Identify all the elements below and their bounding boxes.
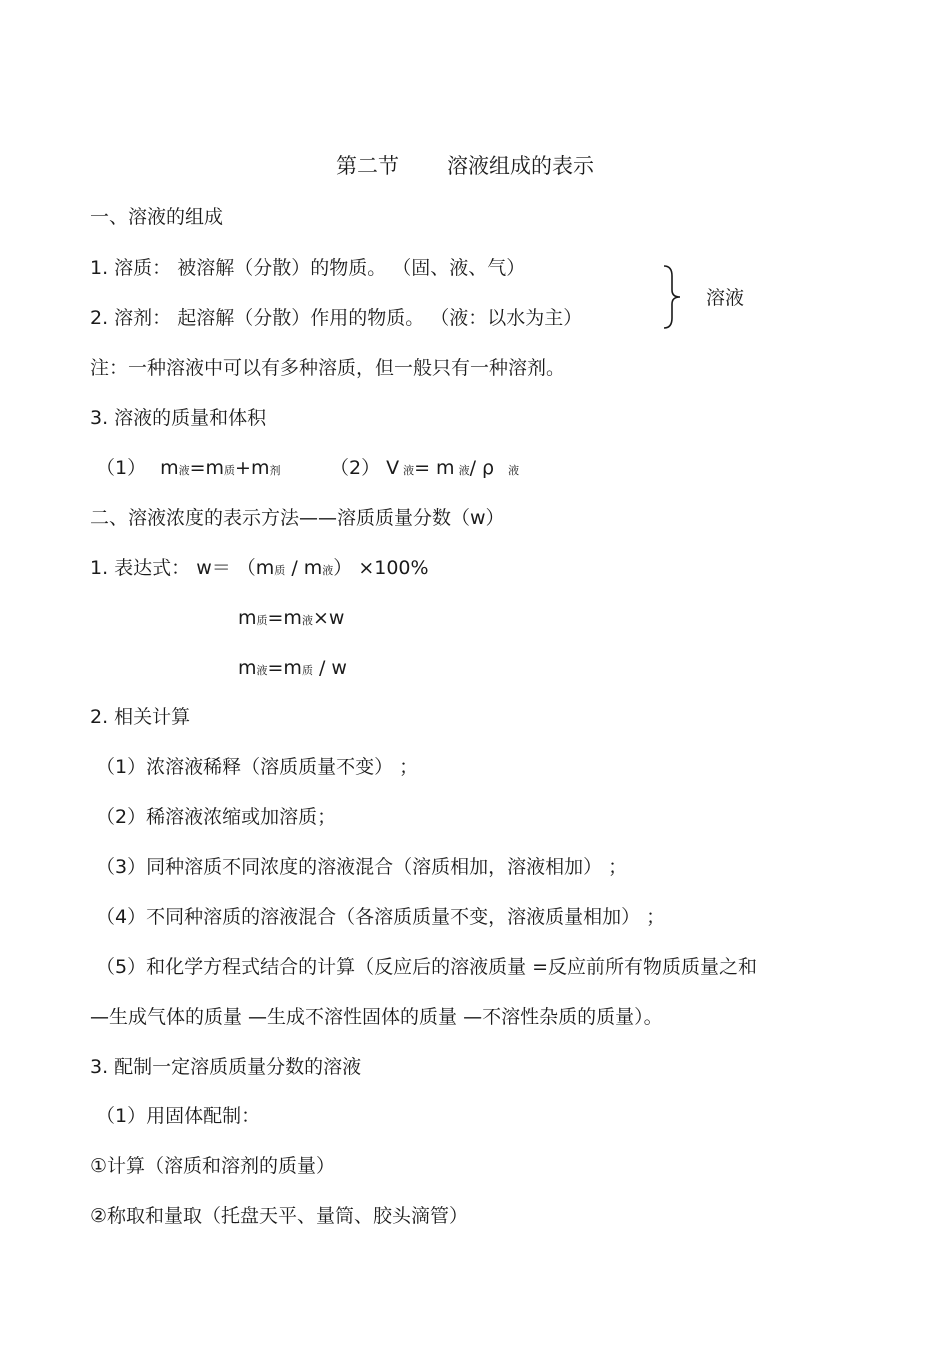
list-item: （5）和化学方程式结合的计算（反应后的溶液质量 =反应前所有物质质量之和 — [96, 956, 758, 978]
solution-mass-formula: m液=m质 / w — [238, 657, 347, 679]
solvent-note: 注：一种溶液中可以有多种溶质，但一般只有一种溶剂。 — [90, 357, 566, 379]
solute-mass-formula: m质=m液×w — [238, 607, 345, 629]
calc-heading: 2. 相关计算 — [90, 706, 191, 728]
list-item: （4）不同种溶质的溶液混合（各溶质质量不变，溶液质量相加） ； — [96, 906, 666, 928]
right-brace-icon — [660, 264, 684, 330]
section2-heading: 二、溶液浓度的表示方法——溶质质量分数（w） — [90, 507, 505, 529]
prep-heading: 3. 配制一定溶质质量分数的溶液 — [90, 1056, 362, 1078]
solvent-definition: 2. 溶剂： 起溶解（分散）作用的物质。 （液：以水为主） — [90, 307, 583, 329]
list-item: （1）浓溶液稀释（溶质质量不变） ； — [96, 756, 419, 778]
title-section-name: 溶液组成的表示 — [447, 154, 594, 178]
list-item-continuation: —生成气体的质量 —生成不溶性固体的质量 —不溶性杂质的质量）。 — [90, 1006, 663, 1028]
expression-formula: 1. 表达式： w＝ （m质 / m液） ×100% — [90, 557, 429, 579]
brace-label: 溶液 — [706, 287, 745, 309]
page-title — [0, 154, 930, 178]
title-section-number: 第二节 — [336, 154, 399, 178]
volume-formula: （2） V 液= m 液/ ρ 液 — [330, 457, 520, 479]
list-item: （3）同种溶质不同浓度的溶液混合（溶质相加，溶液相加） ； — [96, 856, 628, 878]
list-item: （1）用固体配制： — [96, 1105, 261, 1127]
mass-volume-heading: 3. 溶液的质量和体积 — [90, 407, 267, 429]
solute-definition: 1. 溶质： 被溶解（分散）的物质。 （固、液、气） — [90, 257, 526, 279]
list-item: （2）稀溶液浓缩或加溶质； — [96, 806, 337, 828]
mass-formula: （1） m液=m质+m剂 — [96, 457, 281, 479]
list-item: ②称取和量取（托盘天平、量筒、胶头滴管） — [90, 1205, 469, 1227]
section1-heading: 一、溶液的组成 — [90, 206, 224, 228]
list-item: ①计算（溶质和溶剂的质量） — [90, 1155, 336, 1177]
